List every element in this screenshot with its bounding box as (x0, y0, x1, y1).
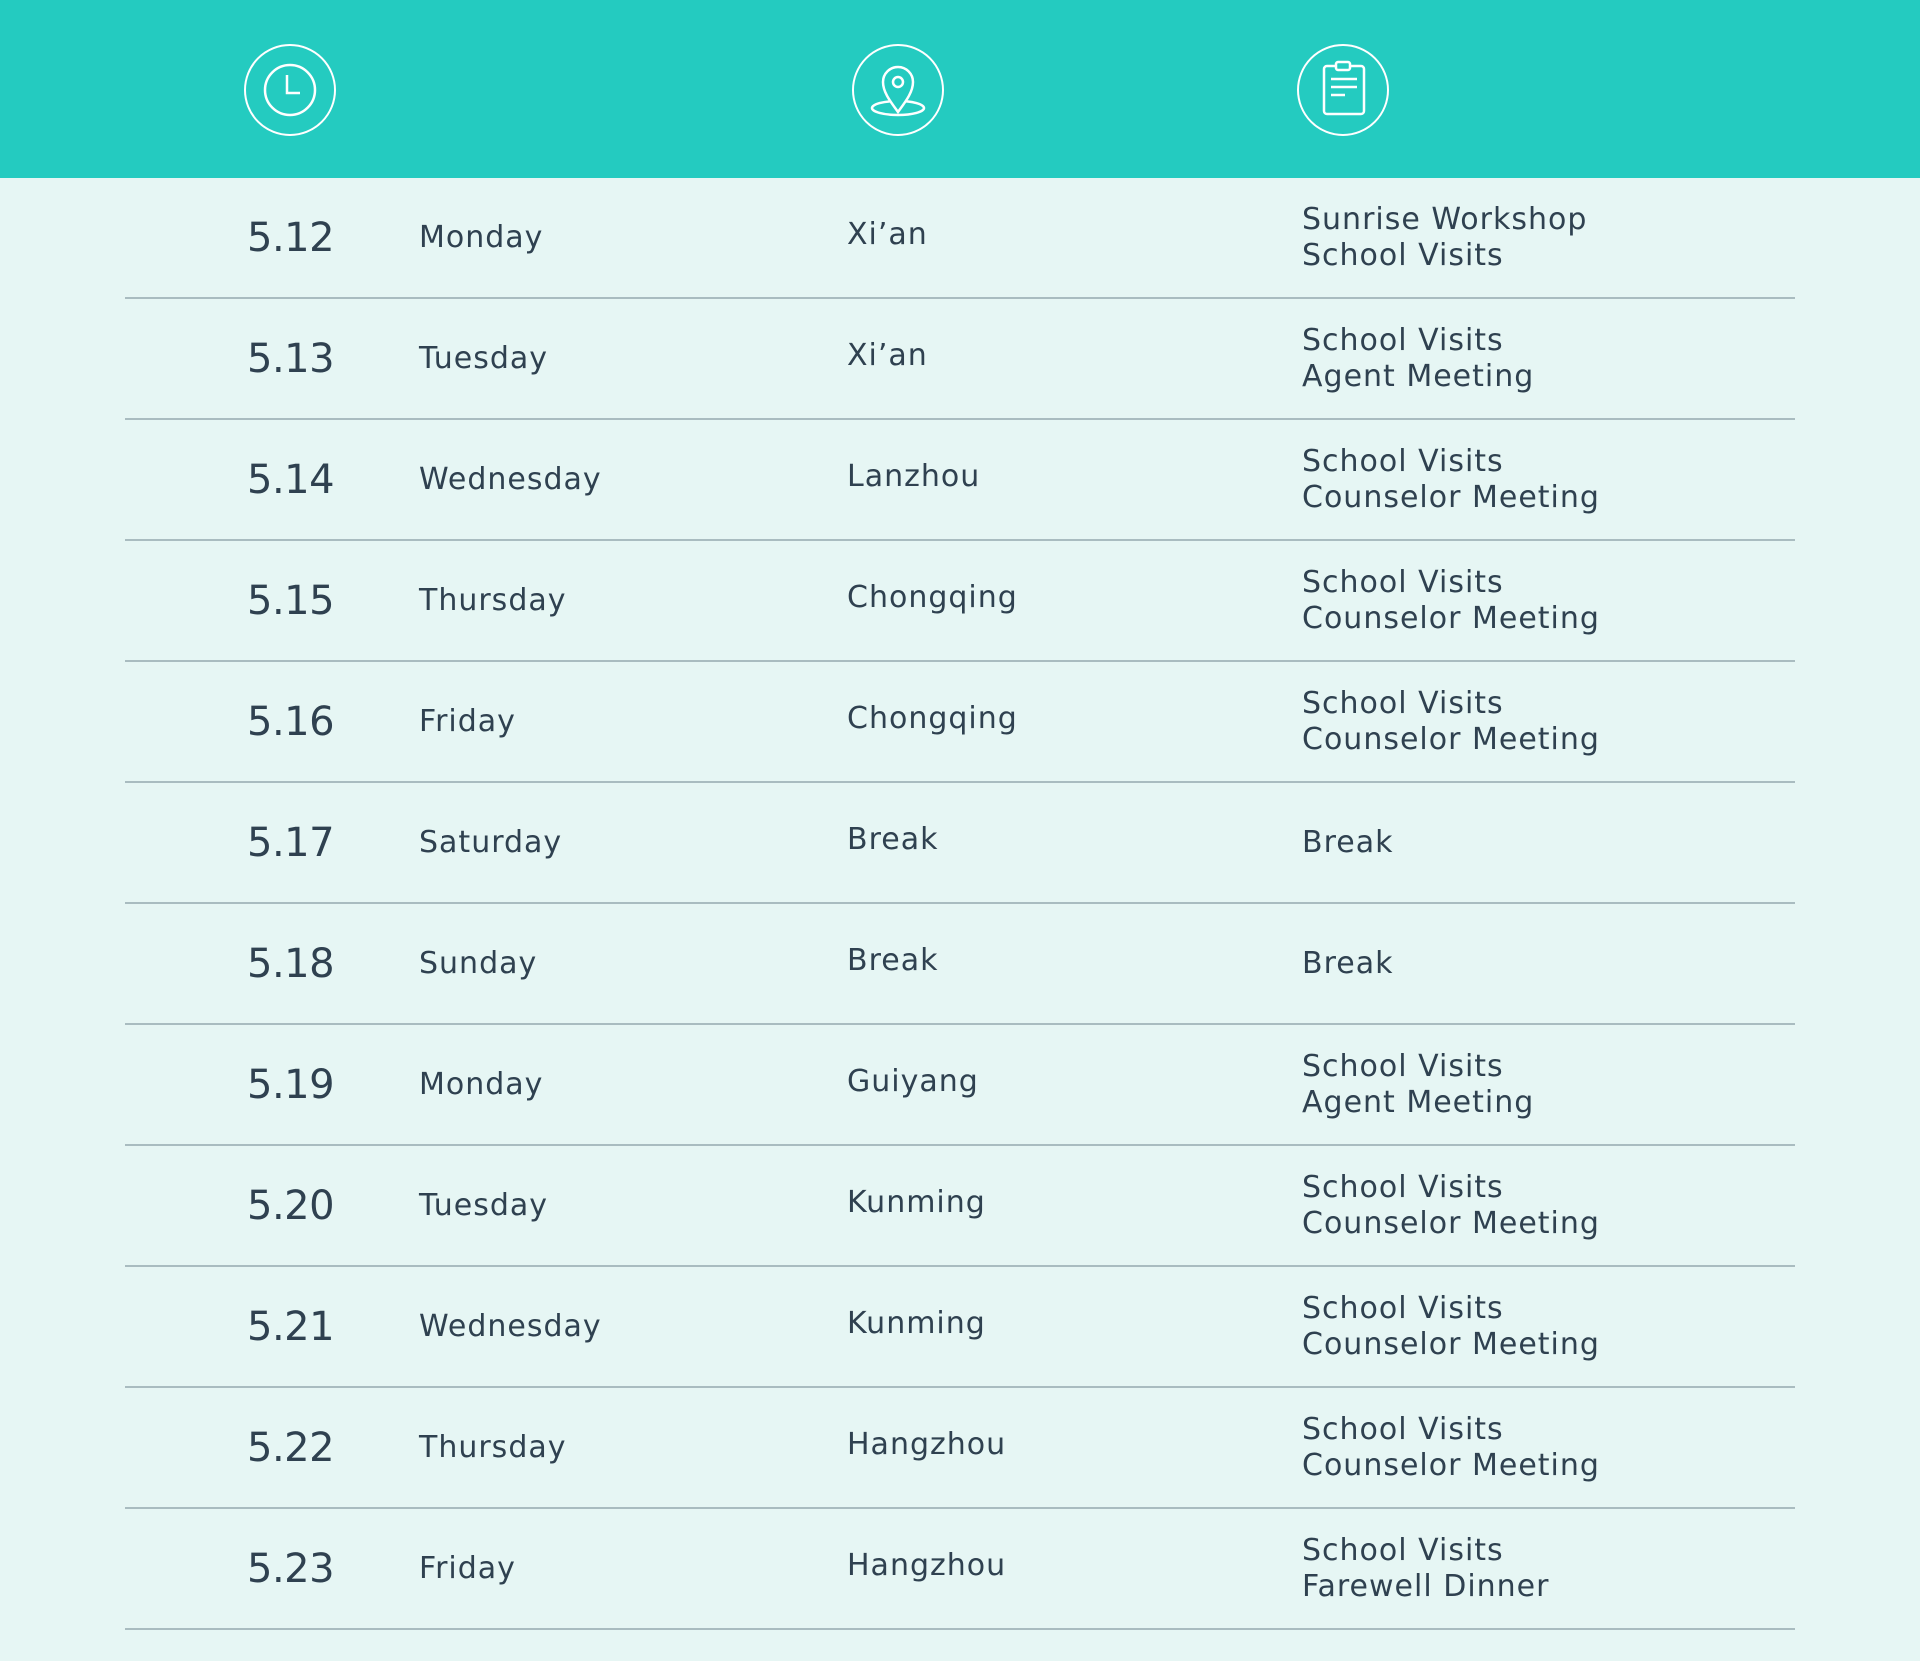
table-row (125, 1146, 1795, 1267)
table-row (125, 662, 1795, 783)
date-cell: 5.22 (247, 1424, 335, 1471)
table-row (125, 783, 1795, 904)
city-cell: Kunming (847, 1185, 986, 1220)
date-cell: 5.23 (247, 1545, 335, 1592)
activities-cell (1302, 541, 1600, 660)
activity-item: Counselor Meeting (1302, 600, 1600, 636)
activity-item: School Visits (1302, 443, 1504, 479)
weekday-cell: Monday (419, 1067, 544, 1102)
activity-item: School Visits (1302, 685, 1504, 721)
activities-cell (1302, 1146, 1600, 1265)
weekday-cell: Wednesday (419, 462, 602, 497)
activity-item: Sunrise Workshop (1302, 201, 1588, 237)
date-cell: 5.13 (247, 335, 335, 382)
table-row (125, 1267, 1795, 1388)
date-cell: 5.12 (247, 214, 335, 261)
weekday-cell: Monday (419, 220, 544, 255)
city-cell: Xi’an (847, 217, 928, 252)
city-cell: Chongqing (847, 580, 1018, 615)
weekday-cell: Wednesday (419, 1309, 602, 1344)
date-cell: 5.17 (247, 819, 335, 866)
activity-item: Counselor Meeting (1302, 479, 1600, 515)
schedule-table (125, 178, 1795, 1630)
weekday-cell: Sunday (419, 946, 538, 981)
table-row (125, 1025, 1795, 1146)
activity-item: School Visits (1302, 1290, 1504, 1326)
date-cell: 5.21 (247, 1303, 335, 1350)
date-cell: 5.16 (247, 698, 335, 745)
activity-item: School Visits (1302, 1532, 1504, 1568)
weekday-cell: Thursday (419, 583, 567, 618)
activity-item: School Visits (1302, 564, 1504, 600)
activity-item: Agent Meeting (1302, 358, 1535, 394)
weekday-cell: Thursday (419, 1430, 567, 1465)
table-row (125, 1509, 1795, 1630)
table-row (125, 541, 1795, 662)
activity-item: School Visits (1302, 1169, 1504, 1205)
table-row (125, 904, 1795, 1025)
activities-cell (1302, 1509, 1549, 1628)
weekday-cell: Saturday (419, 825, 563, 860)
activities-cell (1302, 1025, 1534, 1144)
city-cell: Break (847, 943, 939, 978)
table-row (125, 178, 1795, 299)
activity-item: Break (1302, 945, 1394, 981)
weekday-cell: Friday (419, 704, 516, 739)
city-cell: Chongqing (847, 701, 1018, 736)
table-header (0, 0, 1920, 178)
activities-cell (1302, 904, 1393, 1023)
activity-item: Counselor Meeting (1302, 1447, 1600, 1483)
date-cell: 5.15 (247, 577, 335, 624)
weekday-cell: Tuesday (419, 1188, 549, 1223)
activity-item: Counselor Meeting (1302, 1205, 1600, 1241)
city-cell: Hangzhou (847, 1548, 1007, 1583)
clock-icon (244, 44, 336, 136)
table-row (125, 420, 1795, 541)
activities-cell (1302, 662, 1600, 781)
city-cell: Kunming (847, 1306, 986, 1341)
activities-cell (1302, 1267, 1600, 1386)
table-row (125, 299, 1795, 420)
activity-item: School Visits (1302, 322, 1504, 358)
clipboard-icon (1297, 44, 1389, 136)
location-pin-icon (852, 44, 944, 136)
city-cell: Break (847, 822, 939, 857)
activity-item: Counselor Meeting (1302, 1326, 1600, 1362)
city-cell: Guiyang (847, 1064, 979, 1099)
activity-item: Counselor Meeting (1302, 721, 1600, 757)
activity-item: School Visits (1302, 1411, 1504, 1447)
activity-item: School Visits (1302, 1048, 1504, 1084)
city-cell: Hangzhou (847, 1427, 1007, 1462)
activity-item: Agent Meeting (1302, 1084, 1535, 1120)
activities-cell (1302, 420, 1600, 539)
weekday-cell: Friday (419, 1551, 516, 1586)
date-cell: 5.14 (247, 456, 335, 503)
activities-cell (1302, 178, 1587, 297)
activities-cell (1302, 783, 1393, 902)
table-row (125, 1388, 1795, 1509)
date-cell: 5.19 (247, 1061, 335, 1108)
date-cell: 5.20 (247, 1182, 335, 1229)
activities-cell (1302, 1388, 1600, 1507)
weekday-cell: Tuesday (419, 341, 549, 376)
city-cell: Lanzhou (847, 459, 981, 494)
activities-cell (1302, 299, 1534, 418)
date-cell: 5.18 (247, 940, 335, 987)
activity-item: School Visits (1302, 237, 1504, 273)
city-cell: Xi’an (847, 338, 928, 373)
activity-item: Break (1302, 824, 1394, 860)
activity-item: Farewell Dinner (1302, 1568, 1550, 1604)
